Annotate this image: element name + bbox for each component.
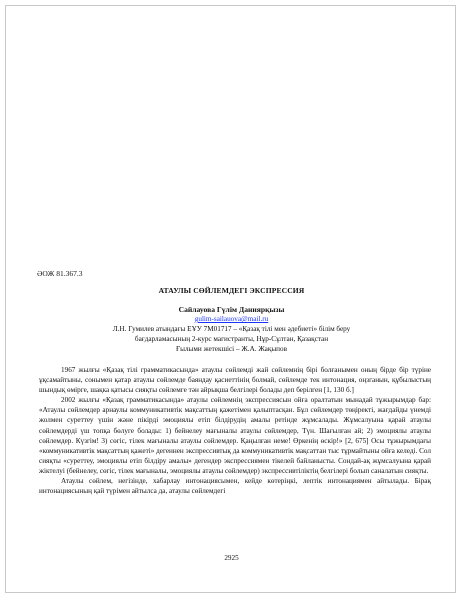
supervisor-line: Ғылыми жетекшісі – Ж.А. Жақыпов	[175, 345, 287, 353]
article-body	[39, 365, 431, 496]
body-paragraph: 2002 жылғы «Қазақ грамматикасында» атаулы сөйлемнің экспрессиясын ойға оралтатын мынадай тұжырымдар бар: «Атаулы сөйлемдер арнаулы коммуникативтік мақсаттың қажетімен қалыптасқан. Бұл сөйлемдер төңіректі, жағдайды үнемді жолмен суреттеу үшін және пікірді эмоциялы етіп білдірудің амалы ретінде жұмсалады. Жұмсалуына қарай атаулы сөйлемдерді үш топқа бөлуге болады: 1) бейнелеу мағыналы атаулы сөйлемдер, Түн. Шағылған ай; 2) эмоциялы атаулы сөйлемдер. Күзгім! 3) сөгіс, тілек мағыналы атаулы сөйлемдер. Қаңылған неме! Өркенің өскір!» [2, 675] Осы тұжырымдағы «коммуникативтік мақсаттың қажеті» дегеннен экспрессивтық да коммуникативтік мақсаттан тыс тұрмайтыны ойға келеді. Сол сияқты «суреттеу, эмоциялы етіп білдіру амалы» дегендер экспрессиямен тікелей байланысты. Сондай-ақ жұмсалуына қарай жіктелуі (бейнелеу, сөгіс, тілек мағыналы, эмоциялы атаулы сөйлемдер) экспрессивтіліктің белгілері болып саналатын сияқты.	[39, 396, 431, 475]
udk-code: ӘОЖ 81.367.3	[37, 269, 83, 278]
author-name: Сайлауова Гүлім Даниярқызы	[178, 305, 285, 314]
body-paragraph: 1967 жылғы «Қазақ тілі грамматикасында» атаулы сөйлемді жай сөйлемнің бірі болғанымен оның бірде бір түріне ұқсамайтыны, сонымен қатар атаулы сөйлемде баяндау қасиеттінің болмай, сөйлемде тек интонация, оңзганын, құбылыстың шындық өмірге, шақка қатысы сияқты сөйлемге тән айрықша белгілері болады деп берілген [1, 130 б.]	[39, 366, 431, 395]
article-title: АТАУЛЫ СӨЙЛЕМДЕГІ ЭКСПРЕССИЯ	[158, 286, 305, 295]
page-number: 2925	[224, 554, 239, 562]
author-email-link[interactable]: gulim-sailauova@mail.ru	[194, 315, 269, 323]
body-paragraph: Атаулы сөйлем, негізінде, хабарлау интонациясымен, кейде көтеріңкі, лептік интонациямен айтылады. Бірақ интонациясының қай түрімен айтылса да, атаулы сөйлемдегі	[39, 477, 431, 496]
affiliation-line: бағдарламасының 2-курс магистранты, Нұр-Сұлтан, Қазақстан	[134, 335, 329, 343]
affiliation-line: Л.Н. Гумилев атындағы ЕҰУ 7М01717 – «Қазақ тілі мен әдебиеті» білім беру	[112, 325, 351, 333]
page-frame	[5, 5, 456, 593]
